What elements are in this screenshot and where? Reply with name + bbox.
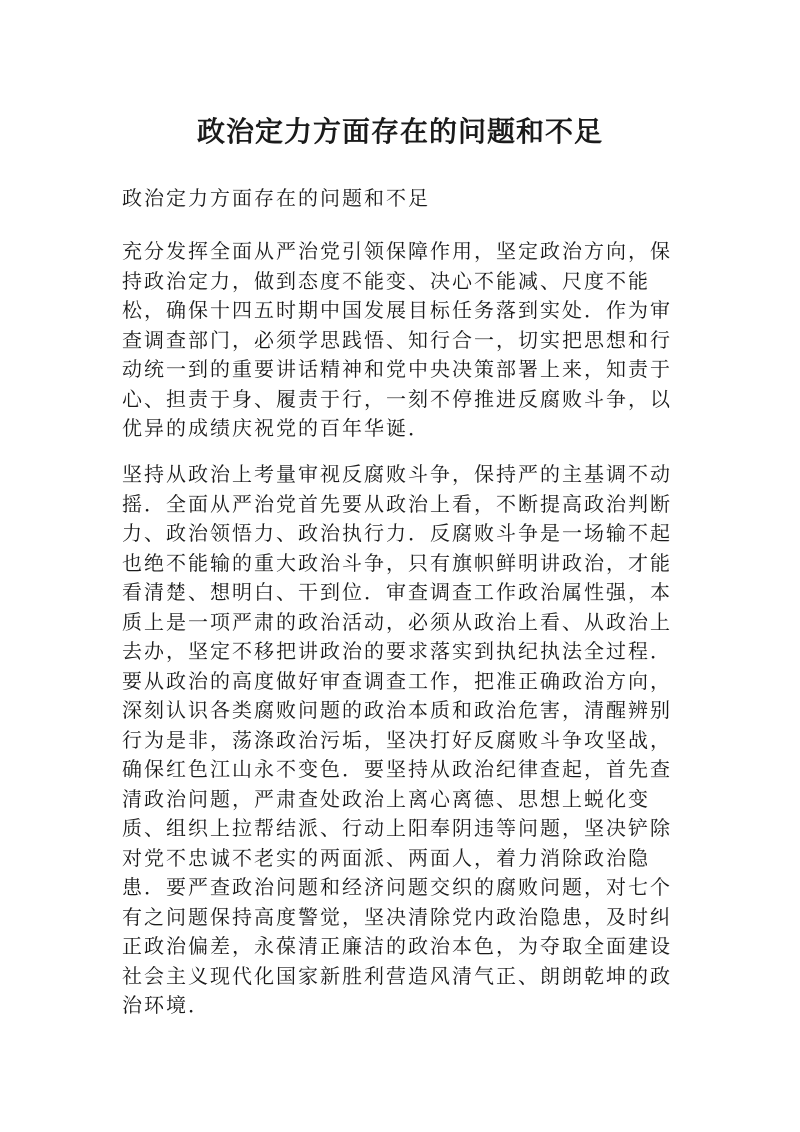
paragraph-2: 坚持从政治上考量审视反腐败斗争，保持严的主基调不动摇．全面从严治党首先要从政治上看，不断提高政治判断力、政治领悟力、政治执行力．反腐败斗争是一场输不起也绝不能输的重大政治斗争，只有旗帜鲜明讲政治，才能看清楚、想明白、干到位．审查调查工作政治属性强，本质上是一项严肃的政治活动，必须从政治上看、从政治上去办，坚定不移把讲政治的要求落实到执纪执法全过程．要从政治的高度做好审查调查工作，把准正确政治方向，深刻认识各类腐败问题的政治本质和政治危害，清醒辨别行为是非，荡涤政治污垢，坚决打好反腐败斗争攻坚战，确保红色江山永不变色．要坚持从政治纪律查起，首先查清政治问题，严肃查处政治上离心离德、思想上蜕化变质、组织上拉帮结派、行动上阳奉阴违等问题，坚决铲除对党不忠诚不老实的两面派、两面人，着力消除政治隐患．要严查政治问题和经济问题交织的腐败问题，对七个有之问题保持高度警觉，坚决清除党内政治隐患，及时纠正政治偏差，永葆清正廉洁的政治本色，为夺取全面建设社会主义现代化国家新胜利营造风清气正、朗朗乾坤的政治环境． xyxy=(122,462,672,1017)
document-subtitle: 政治定力方面存在的问题和不足 xyxy=(122,186,430,210)
paragraph-1: 充分发挥全面从严治党引领保障作用，坚定政治方向，保持政治定力，做到态度不能变、决心不能减、尺度不能松，确保十四五时期中国发展目标任务落到实处．作为审查调查部门，必须学思践悟、知行合一，切实把思想和行动统一到的重要讲话精神和党中央决策部署上来，知责于心、担责于身、履责于行，一刻不停推进反腐败斗争，以优异的成绩庆祝党的百年华诞． xyxy=(122,239,672,440)
document-title: 政治定力方面存在的问题和不足 xyxy=(196,115,603,148)
